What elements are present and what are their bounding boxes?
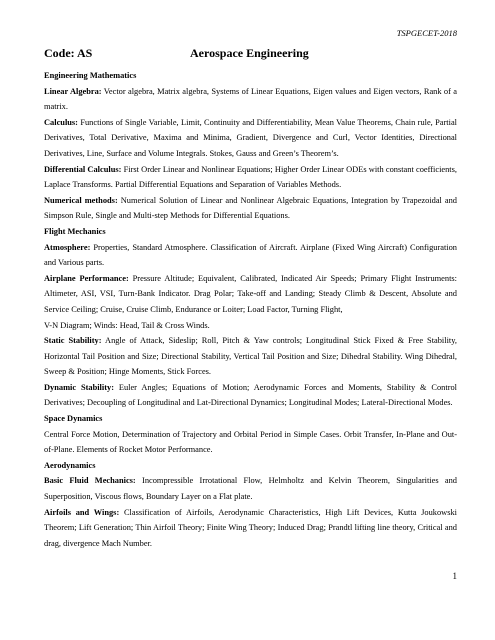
subject-name: Aerospace Engineering xyxy=(190,46,309,60)
topic-text: First Order Linear and Nonlinear Equations; Higher Order Linear ODEs with constant coefficients, Laplace Transforms. Partial Differential Equations and Separation of Variables Methods. xyxy=(44,164,457,190)
paragraph-static-stability xyxy=(44,333,457,380)
paragraph-dynamic-stability xyxy=(44,380,457,411)
topic-text: Numerical Solution of Linear and Nonlinear Algebraic Equations, Integration by Trapezoidal and Simpson Rule, Single and Multi-step Methods for Differential Equations. xyxy=(44,195,457,221)
topic-text: Angle of Attack, Sideslip; Roll, Pitch & Yaw controls; Longitudinal Stick Fixed & Free Stability, Horizontal Tail Position and Size; Directional Stability, Vertical Tail Position and Size; Dihedral Stability. Wing Dihedral, Sweep & Position; Hinge Moments, Stick Forces. xyxy=(44,336,457,377)
topic-label: Airfoils and Wings: xyxy=(44,507,120,517)
topic-text: Pressure Altitude; Equivalent, Calibrated, Indicated Air Speeds; Primary Flight Instruments: Altimeter, ASI, VSI, Turn-Bank Indicator. Drag Polar; Take-off and Landing; Steady Climb & Descent, Absolute and Service Ceiling; Cruise, Cruise Climb, Endurance or Loiter; Load Factor, Turning Flight, xyxy=(44,273,457,314)
topic-label: Differential Calculus: xyxy=(44,164,122,174)
paragraph-space-dynamics: Central Force Motion, Determination of Trajectory and Orbital Period in Simple Cases. Orbit Transfer, In-Plane and Out-of-Plane. Elements of Rocket Motor Performance. xyxy=(44,429,457,455)
topic-label: Calculus: xyxy=(44,117,78,127)
section-heading-engineering-mathematics: Engineering Mathematics xyxy=(44,71,137,80)
topic-text: Classification of Airfoils, Aerodynamic Characteristics, High Lift Devices, Kutta Joukowski Theorem; Lift Generation; Thin Airfoil Theory; Finite Wing Theory; Induced Drag; Prandtl lifting line theory, Critical and drag, divergence Mach Number. xyxy=(44,507,457,548)
topic-text: Properties, Standard Atmosphere. Classification of Aircraft. Airplane (Fixed Wing Aircraft) Configuration and Various parts. xyxy=(44,242,457,268)
topic-label: Dynamic Stability: xyxy=(44,382,114,392)
topic-text: Vector algebra, Matrix algebra, Systems of Linear Equations, Eigen values and Eigen vectors, Rank of a matrix. xyxy=(44,86,457,112)
paragraph-airplane-performance-cont: V-N Diagram; Winds: Head, Tail & Cross Winds. xyxy=(44,320,210,330)
paragraph-airplane-performance xyxy=(44,271,457,318)
paragraph-linear-algebra xyxy=(44,84,457,115)
topic-label: Linear Algebra: xyxy=(44,86,102,96)
topic-text: Incompressible Irrotational Flow, Helmholtz and Kelvin Theorem, Singularities and Superposition, Viscous flows, Boundary Layer on a Flat plate. xyxy=(44,476,457,502)
topic-text: Euler Angles; Equations of Motion; Aerodynamic Forces and Moments, Stability & Control Derivatives; Decoupling of Longitudinal and Lat-Directional Dynamics; Longitudinal Modes; Lateral-Directional Modes. xyxy=(44,382,458,408)
section-heading-aerodynamics: Aerodynamics xyxy=(44,460,96,470)
topic-label: Airplane Performance: xyxy=(44,273,129,283)
paragraph-calculus xyxy=(44,115,457,162)
subject-code: Code: AS xyxy=(44,46,93,60)
section-heading-flight-mechanics: Flight Mechanics xyxy=(44,226,106,236)
paragraph-airfoils-and-wings xyxy=(44,505,457,552)
paragraph-differential-calculus xyxy=(44,162,457,193)
topic-label: Static Stability: xyxy=(44,336,102,346)
topic-label: Basic Fluid Mechanics: xyxy=(44,476,136,486)
topic-label: Atmosphere: xyxy=(44,242,91,252)
page-number: 1 xyxy=(452,571,457,581)
running-header: TSPGECET-2018 xyxy=(396,28,457,38)
section-heading-space-dynamics: Space Dynamics xyxy=(44,414,103,424)
syllabus-content xyxy=(44,68,457,551)
topic-label: Numerical methods: xyxy=(44,195,118,205)
topic-text: Functions of Single Variable, Limit, Continuity and Differentiability, Mean Value Theorems, Chain rule, Partial Derivatives, Total Derivative, Maxima and Minima, Gradient, Divergence and Curl, Vector Identities, Directional Derivatives, Line, Surface and Volume Integrals. Stokes, Gauss and Green’s Theorem’s. xyxy=(44,117,457,158)
paragraph-basic-fluid-mechanics xyxy=(44,473,457,504)
page-title xyxy=(44,46,454,61)
paragraph-numerical-methods xyxy=(44,193,457,224)
paragraph-atmosphere xyxy=(44,240,457,271)
